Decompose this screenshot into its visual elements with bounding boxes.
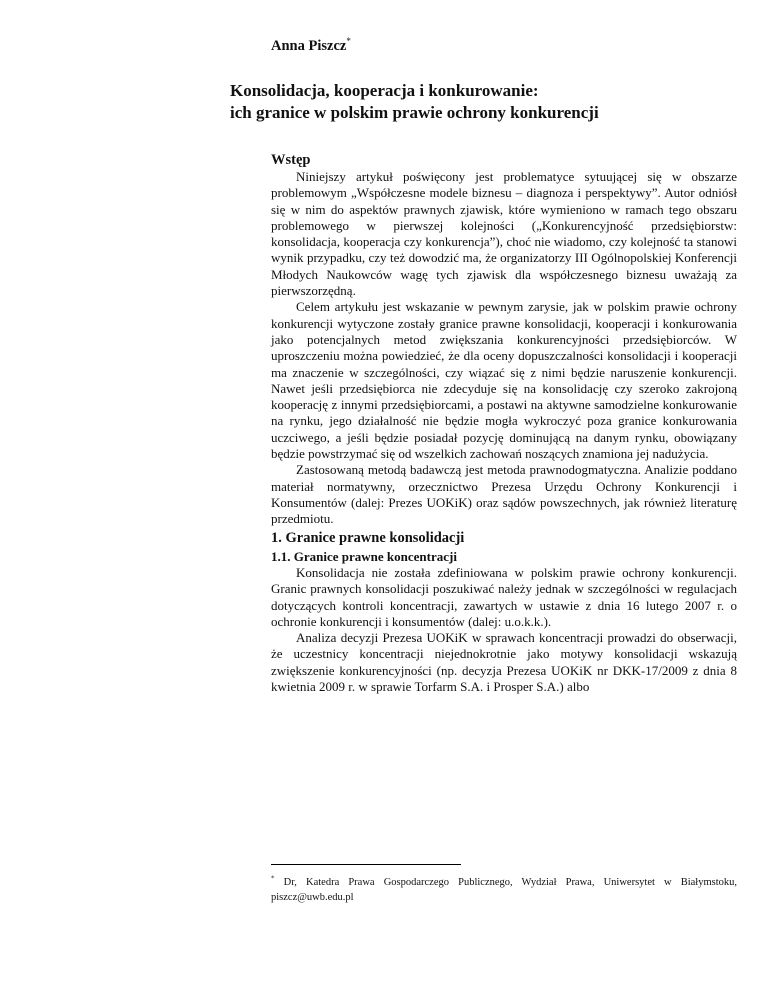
intro-heading: Wstęp — [271, 152, 311, 168]
footnote-text: Dr, Katedra Prawa Gospodarczego Publicznego, Wydział Prawa, Uniwersytet w Białymstoku, piszcz@uwb.edu.pl — [271, 877, 737, 903]
title-line-2: ich granice w polskim prawie ochrony konkurencji — [230, 103, 599, 122]
footnote-mark: * — [271, 874, 275, 883]
author-footnote-mark: * — [346, 36, 351, 47]
intro-paragraph-1: Niniejszy artykuł poświęcony jest problematyce sytuującej się w obszarze problemowym „Współczesne modele biznesu – diagnoza i perspektywy”. Autor odniósł się w nim do aspektów prawnych zjawisk, które wymieniono w ramach tego obszaru problemowego w pierwszej kolejności („Konkurencyjność przedsiębiorstw: konsolidacja, kooperacja czy konkurencja”), choć nie wiadomo, czy kolejność ta stanowi wynik przypadku, czy też dowodzić ma, że organizatorzy III Ogólnopolskiej Konferencji Młodych Naukowców wagę tych zjawisk dla współczesnego biznesu uważają za pierwszorzędną. — [271, 169, 737, 299]
section-1-body — [271, 565, 737, 695]
article-title — [230, 80, 599, 124]
footnote-separator — [271, 864, 461, 865]
section-1-1-heading: 1.1. Granice prawne koncentracji — [271, 549, 457, 564]
footnote — [271, 876, 737, 905]
title-line-1: Konsolidacja, kooperacja i konkurowanie: — [230, 81, 539, 100]
intro-paragraph-3: Zastosowaną metodą badawczą jest metoda prawnodogmatyczna. Analizie poddano materiał normatywny, orzecznictwo Prezesa Urzędu Ochrony Konkurencji i Konsumentów (dalej: Prezes UOKiK) oraz sądów powszechnych, jak również literaturę przedmiotu. — [271, 462, 737, 527]
section-1-paragraph-1: Konsolidacja nie została zdefiniowana w polskim prawie ochrony konkurencji. Granic prawnych konsolidacji poszukiwać należy jednak w szczególności w regulacjach dotyczących kontroli koncentracji, zawartych w ustawie z dnia 16 lutego 2007 r. o ochronie konkurencji i konsumentów (dalej: u.o.k.k.). — [271, 565, 737, 629]
intro-paragraph-2: Celem artykułu jest wskazanie w pewnym zarysie, jak w polskim prawie ochrony konkurencji wytyczone zostały granice prawne konsolidacji, kooperacji i konkurowania jako potencjalnych metod zwiększania konkurencyjności przedsiębiorców. W uproszczeniu można powiedzieć, że dla oceny dopuszczalności konsolidacji i kooperacji ma znaczenie w szczególności, czy wiązać się z nimi będzie naruszenie konkurencji. Nawet jeśli przedsiębiorca nie zdecyduje się na konsolidację czy szeroko zakrojoną kooperację z innymi przedsiębiorcami, a postawi na aktywne samodzielne konkurowanie na rynku, jego działalność nie będzie mogła wykroczyć poza granice konkurowania uczciwego, a jeśli będzie posiadał pozycję dominującą na danym rynku, obowiązany będzie powstrzymać się od wszelkich zachowań noszących znamiona jej nadużycia. — [271, 299, 737, 462]
intro-body — [271, 169, 737, 528]
author-name: Anna Piszcz* — [271, 36, 351, 54]
section-1-paragraph-2: Analiza decyzji Prezesa UOKiK w sprawach koncentracji prowadzi do obserwacji, że uczestnicy koncentracji niejednokrotnie jako motywy konsolidacji wskazują zwiększenie konkurencyjności (np. decyzja Prezesa UOKiK nr DKK-17/2009 z dnia 8 kwietnia 2009 r. w sprawie Torfarm S.A. i Prosper S.A.) albo — [271, 630, 737, 695]
section-1-heading: 1. Granice prawne konsolidacji — [271, 530, 465, 546]
